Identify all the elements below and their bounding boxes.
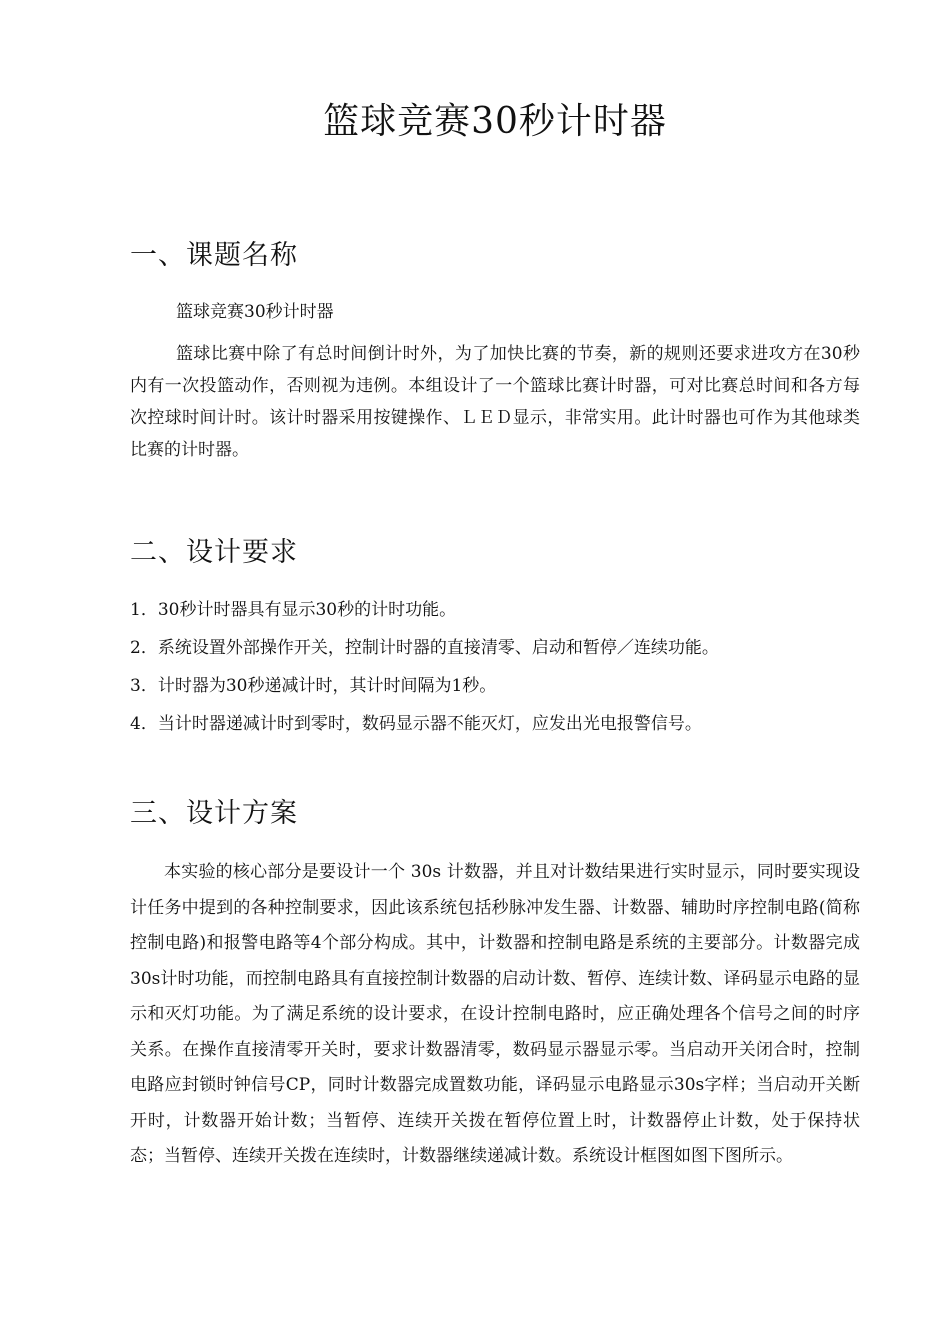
requirement-item-1: 1．30秒计时器具有显示30秒的计时功能。: [130, 600, 457, 620]
section-heading-requirements: 二、设计要求: [130, 537, 298, 568]
topic-name-paragraph: 篮球竞赛30秒计时器: [176, 302, 334, 322]
requirement-item-2: 2．系统设置外部操作开关，控制计时器的直接清零、启动和暂停／连续功能。: [130, 638, 719, 658]
document-title: 篮球竞赛30秒计时器: [323, 101, 667, 142]
section-heading-topic: 一、课题名称: [130, 240, 298, 271]
design-plan-paragraph: 本实验的核心部分是要设计一个 30s 计数器，并且对计数结果进行实时显示，同时要实现设计任务中提到的各种控制要求，因此该系统包括秒脉冲发生器、计数器、辅助时序控制电路(简称控制电路)和报警电路等4个部分构成。其中，计数器和控制电路是系统的主要部分。计数器完成30s计时功能，而控制电路具有直接控制计数器的启动计数、暂停、连续计数、译码显示电路的显示和灭灯功能。为了满足系统的设计要求，在设计控制电路时，应正确处理各个信号之间的时序关系。在操作直接清零开关时，要求计数器清零，数码显示器显示零。当启动开关闭合时，控制电路应封锁时钟信号CP，同时计数器完成置数功能，译码显示电路显示30s字样；当启动开关断开时，计数器开始计数；当暂停、连续开关拨在暂停位置上时，计数器停止计数，处于保持状态；当暂停、连续开关拨在连续时，计数器继续递减计数。系统设计框图如图下图所示。: [130, 862, 860, 1166]
requirement-item-3: 3．计时器为30秒递减计时，其计时间隔为1秒。: [130, 676, 497, 696]
topic-description-paragraph: 篮球比赛中除了有总时间倒计时外，为了加快比赛的节奏，新的规则还要求进攻方在30秒内有一次投篮动作，否则视为违例。本组设计了一个篮球比赛计时器，可对比赛总时间和各方每次控球时间计时。该计时器采用按键操作、ＬＥＤ显示，非常实用。此计时器也可作为其他球类比赛的计时器。: [130, 344, 860, 460]
section-heading-design-plan: 三、设计方案: [130, 798, 298, 829]
requirement-item-4: 4．当计时器递减计时到零时，数码显示器不能灭灯，应发出光电报警信号。: [130, 714, 702, 734]
